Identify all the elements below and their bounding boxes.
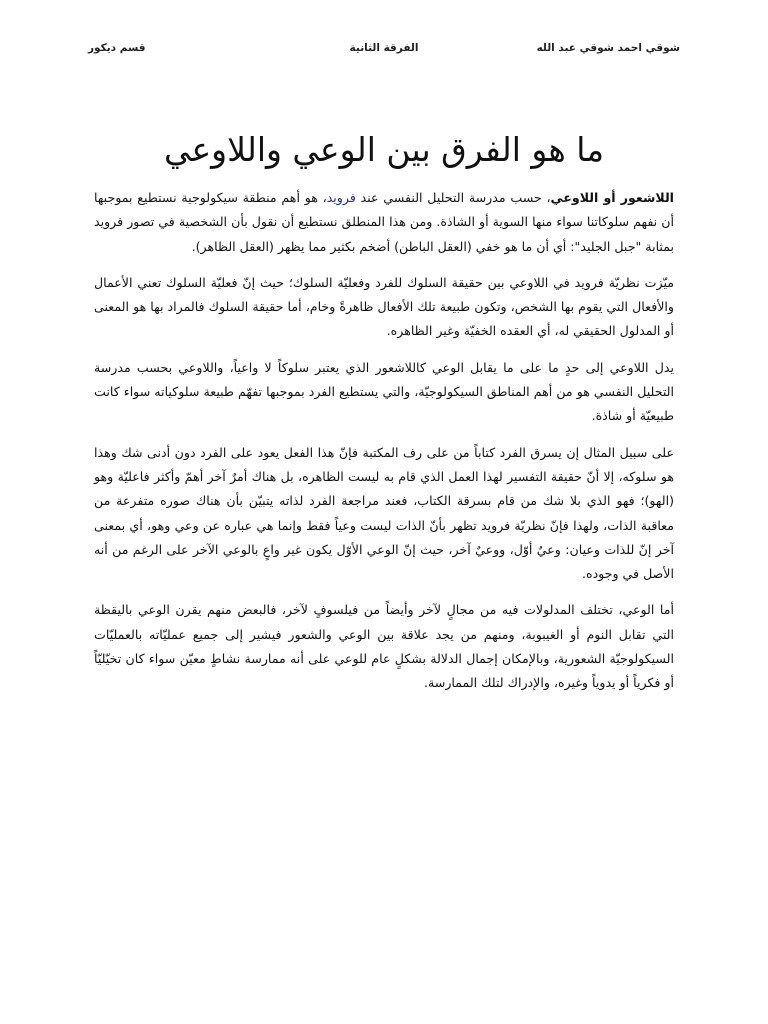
freud-name: فرويد — [326, 190, 356, 205]
paragraph-1-pre: ، حسب مدرسة التحليل النفسي عند — [355, 190, 551, 205]
header-year: الفرقة الثانية — [349, 42, 419, 54]
page-header — [88, 42, 680, 62]
paragraph-4: على سبيل المثال إن يسرق الفرد كتاباً من على رف المكتبة فإنّ هذا الفعل يعود على الفرد دون أدنى شك وهذا هو سلوكه، إلا أنّ حقيقة التفسير لهذا العمل الذي قام به ليست الظاهره، بل هناك أمرٌ آخر أهمّ وأكثر فاعليّة وهو (الهو)؛ فهو الذي بلا شك من قام بسرقة الكتاب، فعند مراجعة الفرد لذاته يتبيّن بأن هناك صوره متفرعة من معاقبة الذات، ولهذا فإنّ نظريّة فرويد تظهر بأنّ الذات ليست وعياً فقط وإنما هي عباره عن وعي وهو، أي بمعنى آخر إنّ للذات وعيان: وعيٌ أوّل، ووعيٌ آخر، حيث إنّ الوعي الأوّل يكون غير واعٍ بالوعي الآخر على الرغم من أنه الأصل في وجوده. — [94, 444, 674, 582]
paragraph-1 — [94, 186, 674, 259]
document-body — [94, 186, 674, 708]
document-title: ما هو الفرق بين الوعي واللاوعي — [163, 130, 605, 170]
header-department: قسم ديكور — [88, 42, 146, 54]
paragraph-5: أما الوعي، تختلف المدلولات فيه من مجالٍ لآخر وأيضاً من فيلسوفٍ لآخر، فالبعض منهم يقرن الوعي باليقظة التي تقابل النوم أو الغيبوبة، ومنهم من يجد علاقة بين الوعي والشعور فيشير إلى جميع عمليّاته بالعمليّات السيكولوجيّة الشعورية، وبالإمكان إجمال الدلالة بشكلٍ عام للوعي على أنه ممارسة نشاطٍ معيّن سواء كان تخيّليّاً أو فكرياً أو يدوياً وغيره، والإدراك لتلك الممارسة. — [94, 602, 674, 691]
paragraph-3: يدل اللاوعي إلى حدٍ ما على ما يقابل الوعي كاللاشعور الذي يعتبر سلوكاً لا واعياً، واللاوعي بحسب مدرسة التحليل النفسي هو من أهم المناطق السيكولوجيّة، والتي يستطيع الفرد بموجبها تفهّم طبيعة سلوكياته سواء كانت طبيعيّة أو شاذة. — [94, 359, 674, 424]
paragraph-2: ميّزت نظريّة فرويد في اللاوعي بين حقيقة السلوك للفرد وفعليّة السلوك؛ حيث إنّ فعليّة السلوك تعني الأعمال والأفعال التي يقوم بها الشخص، وتكون طبيعة تلك الأفعال ظاهرةً وخام، أما حقيقة السلوك فالمراد بها هو المعنى أو المدلول الحقيقي له، أي العقده الخفيّة وغير الظاهره. — [94, 274, 674, 339]
header-author: شوقي احمد شوقي عبد الله — [536, 42, 680, 54]
paragraph-1-post: ، هو أهم منطقة سيكولوجية نستطيع بموجبها أن نفهم سلوكاتنا سواء منها السوية أو الشاذة. ومن هذا المنطلق نستطيع أن نقول بأن الشخصية في تصور فرويد بمثابة "جبل الجليد": أي أن ما هو خفي (العقل الباطن) أضخم بكثير مما يظهر (العقل الظاهر). — [94, 190, 674, 254]
lead-term: اللاشعور أو اللاوعي — [550, 190, 674, 205]
